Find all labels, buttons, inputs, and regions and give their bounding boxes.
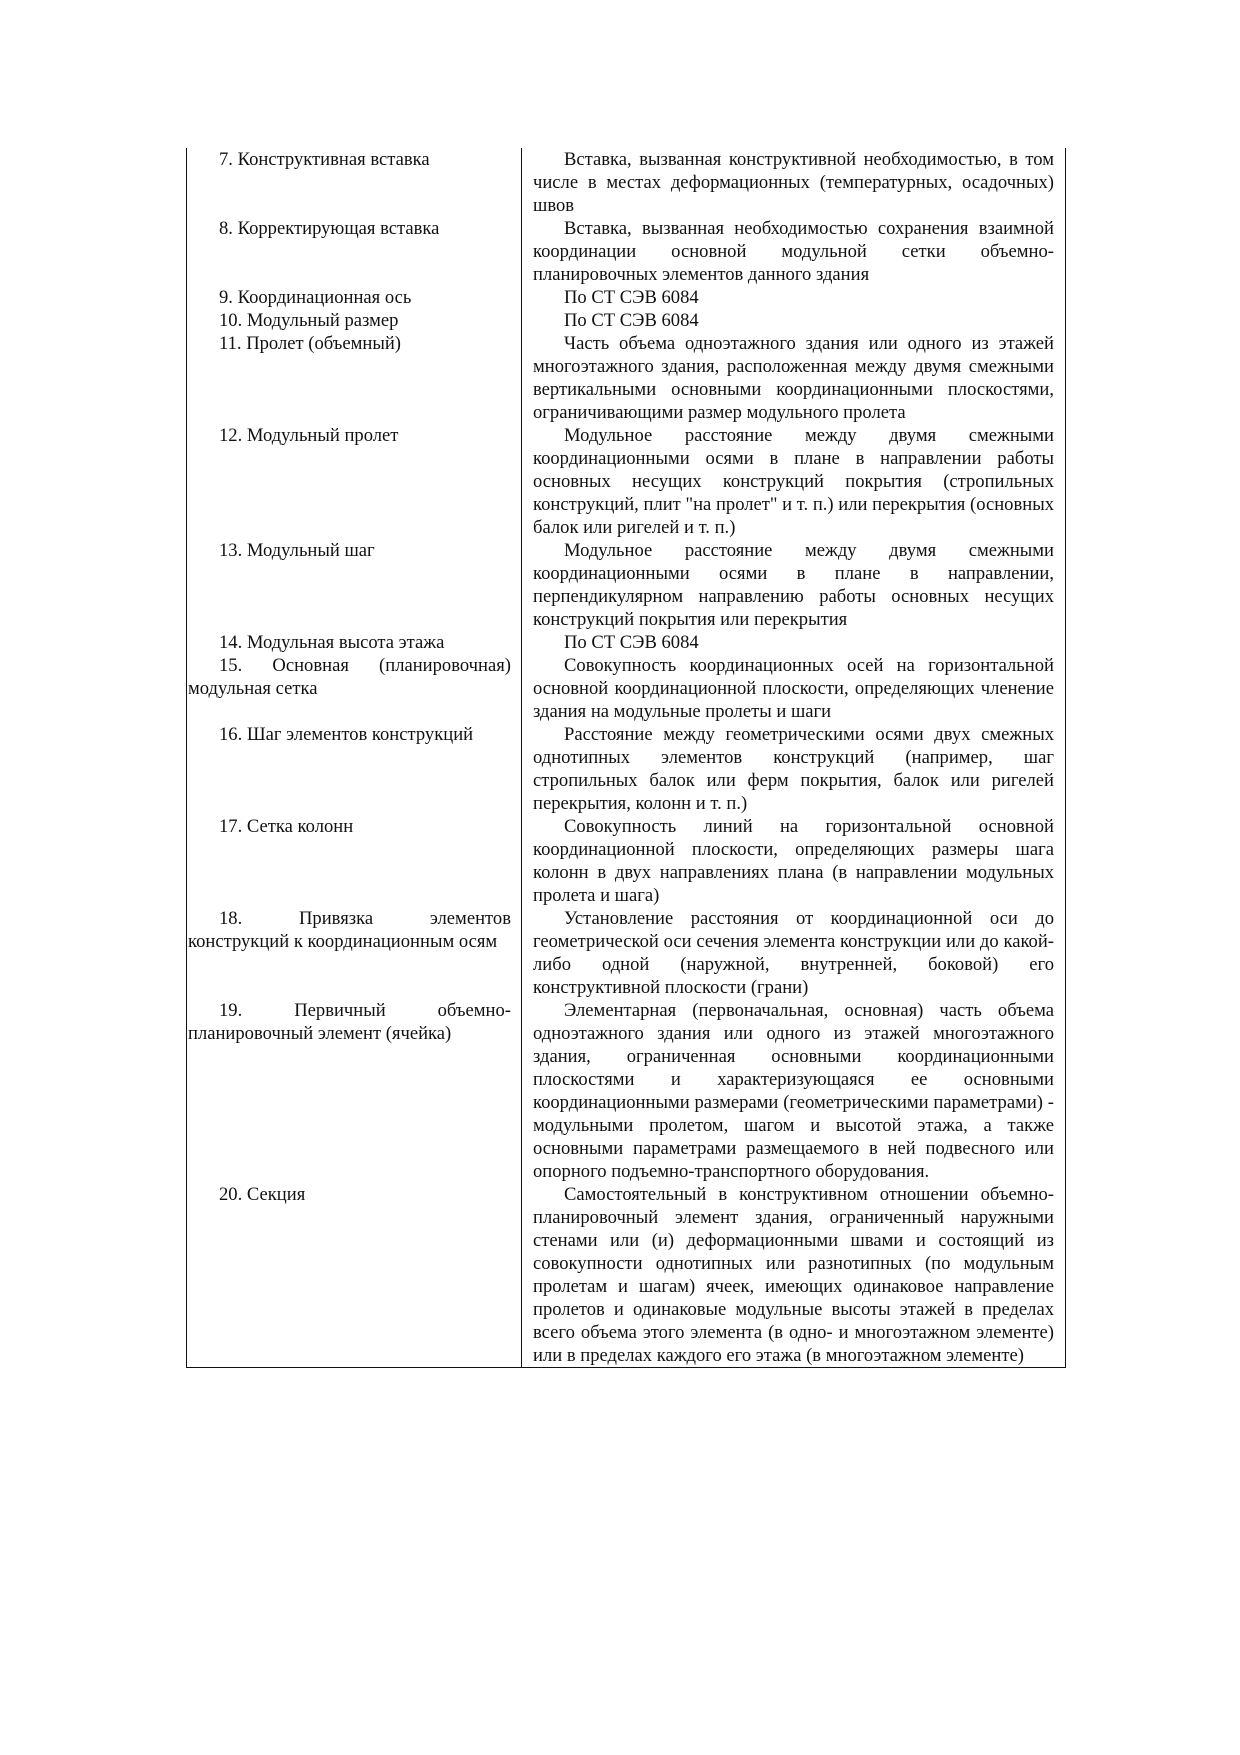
table-row — [187, 539, 1066, 631]
table-row — [187, 654, 1066, 723]
term-cell: 10. Модульный размер — [187, 309, 522, 332]
definition-cell: Установление расстояния от координационной оси до геометрической оси сечения элемента конструкции или до какой-либо одной (наружной, внутренней, боковой) его конструктивной плоскости (грани) — [522, 907, 1066, 999]
table-row — [187, 1183, 1066, 1368]
term-cell: 12. Модульный пролет — [187, 424, 522, 539]
term-cell: 13. Модульный шаг — [187, 539, 522, 631]
table-row — [187, 999, 1066, 1183]
table-row — [187, 332, 1066, 424]
table-row — [187, 217, 1066, 286]
definition-cell: Самостоятельный в конструктивном отношении объемно-планировочный элемент здания, ограниченный наружными стенами или (и) деформационными швами и состоящий из совокупности однотипных или разнотипных (по модульным пролетам и шагам) ячеек, имеющих одинаковое направление пролетов и одинаковые модульные высоты этажей в пределах всего объема этого элемента (в одно- и многоэтажном элементе) или в пределах каждого его этажа (в многоэтажном элементе) — [522, 1183, 1066, 1368]
term-cell: 16. Шаг элементов конструкций — [187, 723, 522, 815]
definition-cell: Модульное расстояние между двумя смежными координационными осями в плане в направлении работы основных несущих конструкций покрытия (стропильных конструкций, плит "на пролет" и т. п.) или перекрытия (основных балок или ригелей и т. п.) — [522, 424, 1066, 539]
table-row — [187, 631, 1066, 654]
definition-cell: Элементарная (первоначальная, основная) часть объема одноэтажного здания или одного из этажей многоэтажного здания, ограниченная основными координационными плоскостями и характеризующаяся ее основными координационными размерами (геометрическими параметрами) - модульными пролетом, шагом и высотой этажа, а также основными параметрами размещаемого в ней подвесного или опорного подъемно-транспортного оборудования. — [522, 999, 1066, 1183]
table-row — [187, 424, 1066, 539]
table-row — [187, 723, 1066, 815]
term-cell: 17. Сетка колонн — [187, 815, 522, 907]
definition-cell: Вставка, вызванная необходимостью сохранения взаимной координации основной модульной сетки объемно-планировочных элементов данного здания — [522, 217, 1066, 286]
definition-cell: По СТ СЭВ 6084 — [522, 631, 1066, 654]
term-cell: 18. Привязка элементов конструкций к координационным осям — [187, 907, 522, 999]
table-row — [187, 286, 1066, 309]
term-cell: 15. Основная (планировочная) модульная сетка — [187, 654, 522, 723]
term-cell: 20. Секция — [187, 1183, 522, 1368]
definition-cell: Вставка, вызванная конструктивной необходимостью, в том числе в местах деформационных (температурных, осадочных) швов — [522, 148, 1066, 217]
definition-cell: Часть объема одноэтажного здания или одного из этажей многоэтажного здания, расположенная между двумя смежными вертикальными основными координационными плоскостями, ограничивающими размер модульного пролета — [522, 332, 1066, 424]
term-cell: 8. Корректирующая вставка — [187, 217, 522, 286]
term-cell: 9. Координационная ось — [187, 286, 522, 309]
definition-cell: По СТ СЭВ 6084 — [522, 286, 1066, 309]
table-row — [187, 907, 1066, 999]
terms-table — [186, 148, 1066, 1368]
term-cell: 7. Конструктивная вставка — [187, 148, 522, 217]
table-row — [187, 815, 1066, 907]
definition-cell: Совокупность линий на горизонтальной основной координационной плоскости, определяющих размеры шага колонн в двух направлениях плана (в направлении модульных пролета и шага) — [522, 815, 1066, 907]
definition-cell: Модульное расстояние между двумя смежными координационными осями в плане в направлении, перпендикулярном направлению работы основных несущих конструкций покрытия или перекрытия — [522, 539, 1066, 631]
definition-cell: Совокупность координационных осей на горизонтальной основной координационной плоскости, определяющих членение здания на модульные пролеты и шаги — [522, 654, 1066, 723]
term-cell: 14. Модульная высота этажа — [187, 631, 522, 654]
definition-cell: По СТ СЭВ 6084 — [522, 309, 1066, 332]
definition-cell: Расстояние между геометрическими осями двух смежных однотипных элементов конструкций (например, шаг стропильных балок или ферм покрытия, балок или ригелей перекрытия, колонн и т. п.) — [522, 723, 1066, 815]
table-row — [187, 148, 1066, 217]
term-cell: 11. Пролет (объемный) — [187, 332, 522, 424]
table-row — [187, 309, 1066, 332]
term-cell: 19. Первичный объемно-планировочный элемент (ячейка) — [187, 999, 522, 1183]
